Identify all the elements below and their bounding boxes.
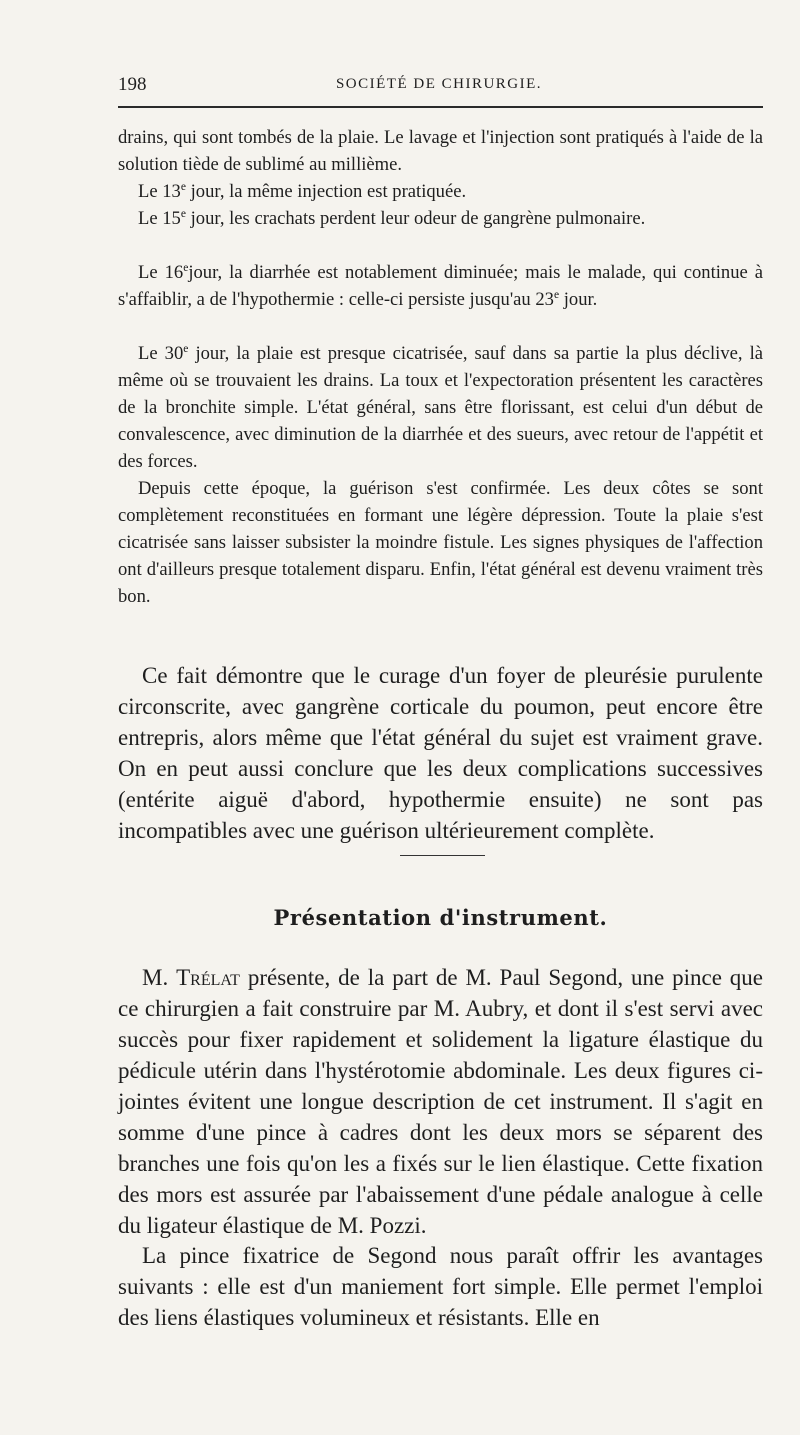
header-rule [118,106,763,108]
section-heading: Présentation d'instrument. [273,905,608,930]
paragraph-recovery: Depuis cette époque, la guérison s'est confirmée. Les deux côtes se sont complètement reconstituées en formant une légère dépression. Toute la plaie s'est cicatrisée sans laisser subsister la moindre fistule. Les signes physiques de l'affection ont d'ailleurs presque totalement disparu. Enfin, l'état général est devenu vraiment très bon. [118,478,763,607]
paragraph-conclusion: Ce fait démontre que le curage d'un foyer de pleurésie purulente circonscrite, avec gangrène corticale du poumon, peut encore être entrepris, alors même que l'état général du sujet est vraiment grave. On en peut aussi conclure que les deux complications successives (entérite aiguë d'abord, hypothermie ensuite) ne sont pas incompatibles avec une guérison ultérieurement complète. [118,663,763,843]
running-head [118,74,760,98]
paragraph-day-15: Le 15e jour, les crachats perdent leur odeur de gangrène pulmonaire. [138,207,646,229]
paragraph-trelat-presentation: M. Trélat présente, de la part de M. Paul Segond, une pince que ce chirurgien a fait construire par M. Aubry, et dont il s'est servi avec succès pour fixer rapidement et solidement la ligature élastique du pédicule utérin dans l'hystérotomie abdominale. Les deux figures ci-jointes évitent une longue description de cet instrument. Il s'agit en somme d'une pince à cadres dont les deux mors se séparent des branches une fois qu'on les a fixés sur le lien élastique. Cette fixation des mors est assurée par l'abaissement d'une pédale analogue à celle du ligateur élastique de M. Pozzi. [118,965,764,1238]
paragraph-day-16: Le 16ejour, la diarrhée est notablement diminuée; mais le malade, qui continue à s'affaiblir, a de l'hypothermie : celle-ci persiste jusqu'au 23e jour. [118,261,763,310]
section-separator [400,855,485,856]
paragraph-drains: drains, qui sont tombés de la plaie. Le lavage et l'injection sont pratiqués à l'aide de la solution tiède de sublimé au millième. [118,127,763,175]
speaker-name: Trélat [176,965,240,990]
paragraph-day-30: Le 30e jour, la plaie est presque cicatrisée, sauf dans sa partie la plus déclive, là même où se trouvaient les drains. La toux et l'expectoration présentent les caractères de la bronchite simple. L'état général, sans être florissant, est celui d'un début de convalescence, avec diminution de la diarrhée et des sueurs, avec retour de l'appétit et des forces. [118,342,763,472]
journal-title: SOCIÉTÉ DE CHIRURGIE. [335,76,543,92]
page-number: 198 [118,74,147,95]
paragraph-day-13: Le 13e jour, la même injection est pratiquée. [138,180,467,202]
paragraph-advantages: La pince fixatrice de Segond nous paraît offrir les avantages suivants : elle est d'un maniement fort simple. Elle permet l'emploi des liens élastiques volumineux et résistants. Elle en [118,1243,763,1330]
